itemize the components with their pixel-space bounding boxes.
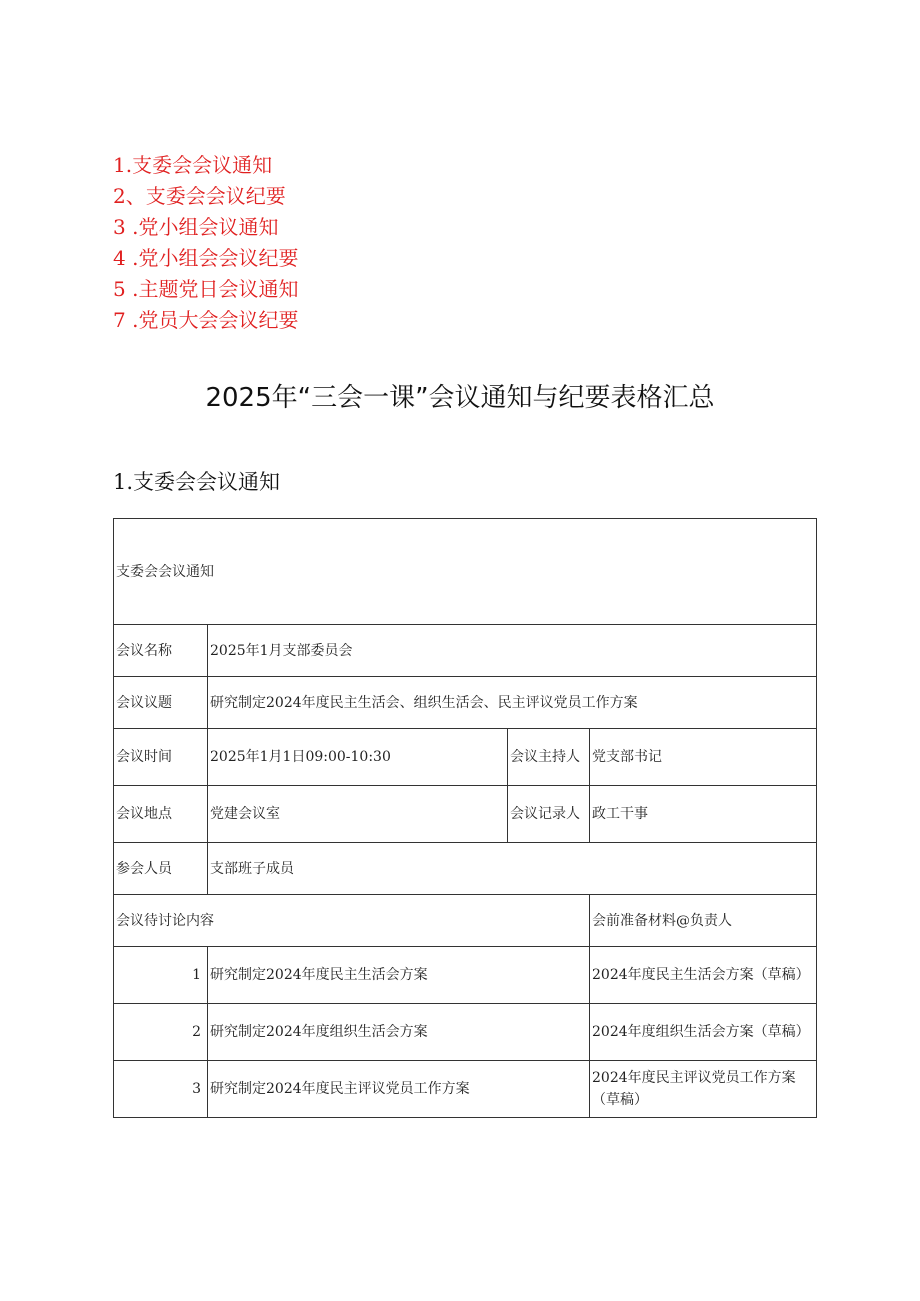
table-row <box>114 947 817 1004</box>
recorder-value: 政工干事 <box>590 786 817 843</box>
item-content: 研究制定2024年度民主生活会方案 <box>208 947 590 1004</box>
toc-item[interactable]: 1.支委会会议通知 <box>113 153 273 177</box>
meeting-notice-table <box>113 518 817 1118</box>
section-heading: 1.支委会会议通知 <box>113 470 281 494</box>
table-row <box>114 625 817 677</box>
meeting-name-value: 2025年1月支部委员会 <box>208 625 817 677</box>
attendees-value: 支部班子成员 <box>208 843 817 895</box>
toc-item[interactable]: 2、支委会会议纪要 <box>113 184 286 208</box>
item-number: 3 <box>114 1061 208 1118</box>
table-row <box>114 1061 817 1118</box>
table-of-contents <box>113 150 298 336</box>
item-material: 2024年度民主评议党员工作方案（草稿） <box>590 1061 817 1118</box>
topic-label: 会议议题 <box>114 677 208 729</box>
topic-value: 研究制定2024年度民主生活会、组织生活会、民主评议党员工作方案 <box>208 677 817 729</box>
host-label: 会议主持人 <box>508 729 590 786</box>
materials-label: 会前准备材料@负责人 <box>590 895 817 947</box>
table-row <box>114 729 817 786</box>
item-material: 2024年度民主生活会方案（草稿） <box>590 947 817 1004</box>
table-row <box>114 519 817 625</box>
location-value: 党建会议室 <box>208 786 508 843</box>
table-row <box>114 677 817 729</box>
host-value: 党支部书记 <box>590 729 817 786</box>
meeting-name-label: 会议名称 <box>114 625 208 677</box>
item-content: 研究制定2024年度组织生活会方案 <box>208 1004 590 1061</box>
discussion-label: 会议待讨论内容 <box>114 895 590 947</box>
item-content: 研究制定2024年度民主评议党员工作方案 <box>208 1061 590 1118</box>
item-number: 2 <box>114 1004 208 1061</box>
location-label: 会议地点 <box>114 786 208 843</box>
attendees-label: 参会人员 <box>114 843 208 895</box>
table-row <box>114 1004 817 1061</box>
toc-item[interactable]: 3 .党小组会议通知 <box>113 215 279 239</box>
table-row <box>114 895 817 947</box>
time-label: 会议时间 <box>114 729 208 786</box>
toc-item[interactable]: 5 .主题党日会议通知 <box>113 277 299 301</box>
document-title: 2025年“三会一课”会议通知与纪要表格汇总 <box>205 383 715 413</box>
table-row <box>114 843 817 895</box>
table-title: 支委会会议通知 <box>114 519 817 625</box>
item-number: 1 <box>114 947 208 1004</box>
table-row <box>114 786 817 843</box>
toc-item[interactable]: 7 .党员大会会议纪要 <box>113 308 299 332</box>
recorder-label: 会议记录人 <box>508 786 590 843</box>
time-value: 2025年1月1日09:00-10:30 <box>208 729 508 786</box>
toc-item[interactable]: 4 .党小组会会议纪要 <box>113 246 299 270</box>
item-material: 2024年度组织生活会方案（草稿） <box>590 1004 817 1061</box>
